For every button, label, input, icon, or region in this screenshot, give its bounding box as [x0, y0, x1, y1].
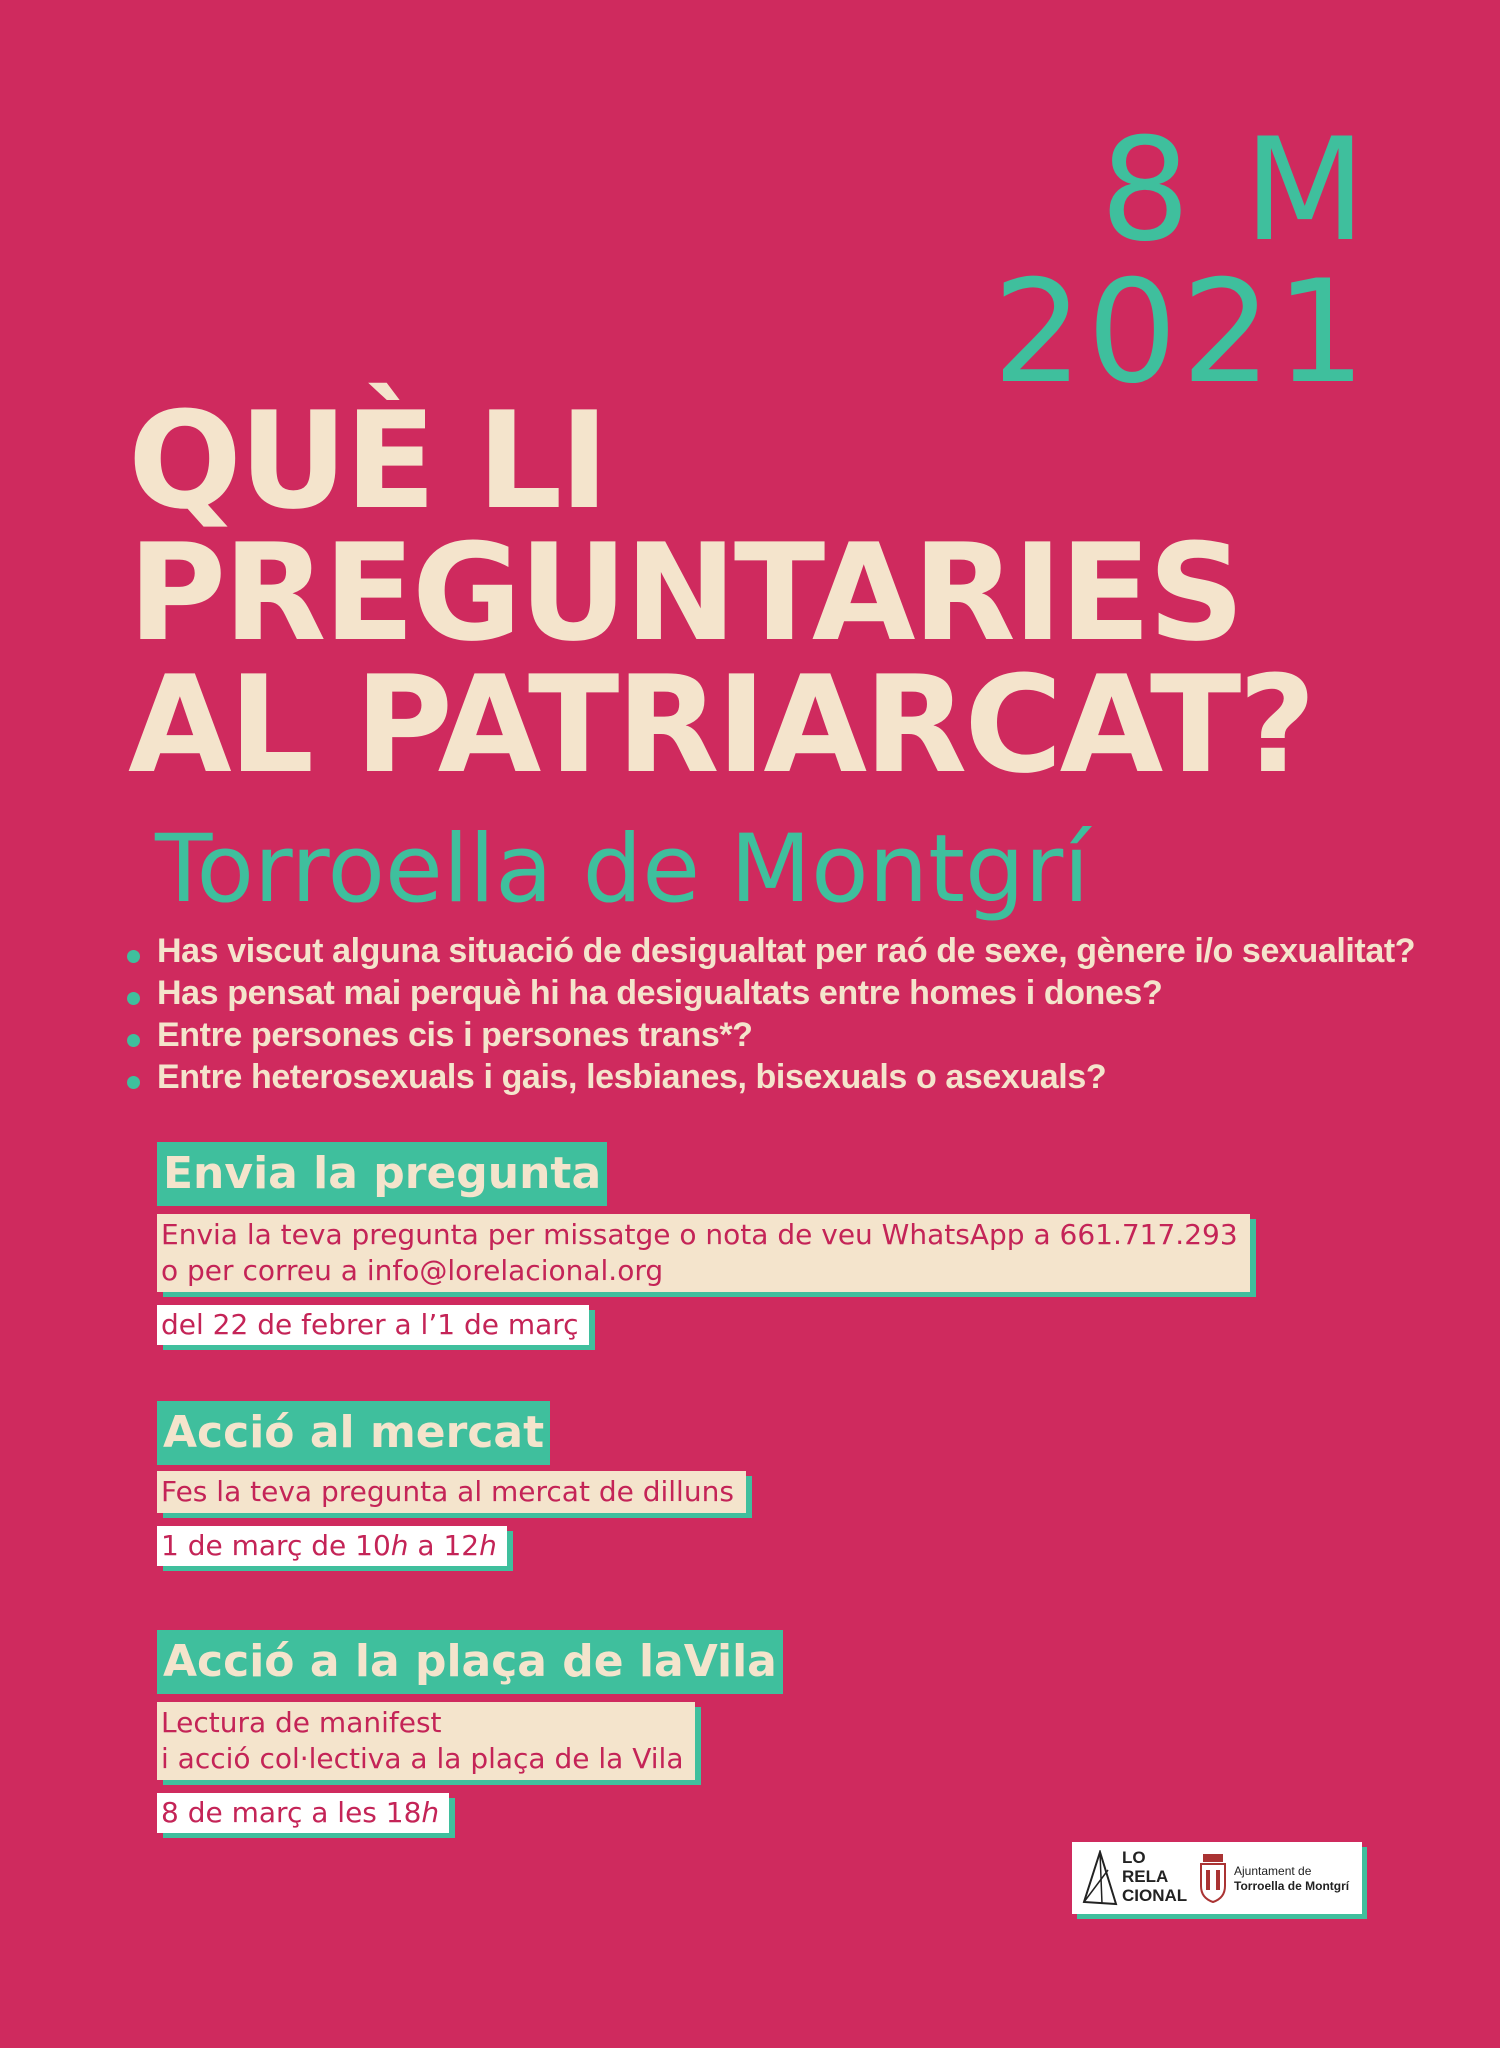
headline-line-3: AL PATRIARCAT?	[128, 647, 1314, 803]
lorelacional-wordmark: LO RELA CIONAL	[1122, 1848, 1188, 1905]
question-item: Entre heterosexuals i gais, lesbianes, bisexuals o asexuals?	[125, 1056, 1415, 1098]
council-name: Ajuntament de Torroella de Montgrí	[1234, 1864, 1350, 1893]
sponsor-logos	[1072, 1842, 1362, 1914]
question-item: Has viscut alguna situació de desigualtat per raó de sexe, gènere i/o sexualitat?	[125, 930, 1415, 972]
headline	[128, 383, 1314, 803]
event-date	[992, 108, 1370, 415]
section-description: Envia la teva pregunta per missatge o nota de veu WhatsApp a 661.717.293 o per correu a info@lorelacional.org	[157, 1214, 1250, 1292]
bullet-icon	[127, 992, 140, 1005]
section-date: 1 de març de 10h a 12h	[157, 1526, 507, 1566]
section-date: 8 de març a les 18h	[157, 1793, 449, 1833]
section-description: Lectura de manifest i acció col·lectiva a la plaça de la Vila	[157, 1702, 695, 1780]
question-item: Has pensat mai perquè hi ha desigualtats entre homes i dones?	[125, 972, 1415, 1014]
town-name: Torroella de Montgrí	[155, 815, 1090, 924]
council-shield-icon	[1197, 1850, 1229, 1906]
section-title: Envia la pregunta	[157, 1142, 607, 1206]
date-day-month: 8 M	[1100, 108, 1370, 273]
section-market-action	[157, 1401, 746, 1566]
section-date: del 22 de febrer a l’1 de març	[157, 1305, 589, 1345]
bullet-icon	[127, 950, 140, 963]
section-send-question	[157, 1142, 1250, 1345]
headline-line-2: PREGUNTARIES	[128, 515, 1242, 671]
section-square-action	[157, 1630, 783, 1833]
lorelacional-logo-icon	[1080, 1850, 1120, 1906]
date-year: 2021	[992, 250, 1370, 415]
section-title: Acció a la plaça de laVila	[157, 1630, 783, 1694]
question-item: Entre persones cis i persones trans*?	[125, 1014, 1415, 1056]
bullet-icon	[127, 1076, 140, 1089]
section-title: Acció al mercat	[157, 1401, 550, 1465]
headline-line-1: QUÈ LI	[128, 383, 607, 539]
bullet-icon	[127, 1034, 140, 1047]
section-description: Fes la teva pregunta al mercat de dilluns	[157, 1471, 746, 1513]
question-list	[125, 930, 1415, 1098]
